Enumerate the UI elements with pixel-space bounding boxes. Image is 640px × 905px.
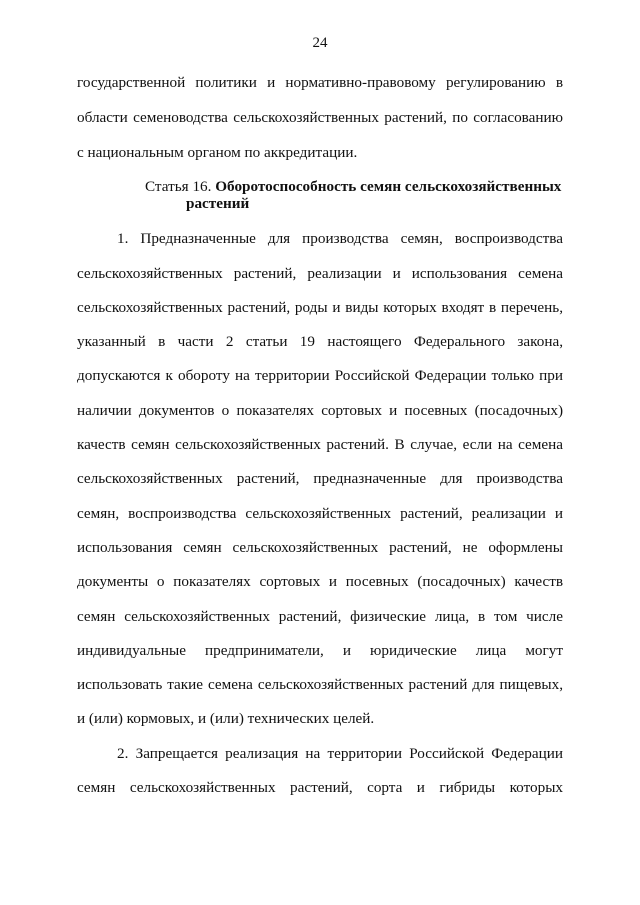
paragraph1-line: 1. Предназначенные для производства семян, воспроизводства — [117, 230, 563, 247]
paragraph1-line: указанный в части 2 статьи 19 настоящего Федерального закона, — [77, 333, 563, 350]
article-heading — [145, 178, 561, 196]
paragraph1-line: наличии документов о показателях сортовых и посевных (посадочных) — [77, 402, 563, 419]
paragraph1-line: семян, воспроизводства сельскохозяйственных растений, реализации и — [77, 505, 563, 522]
article-prefix: Статья 16. — [145, 178, 212, 195]
continuation-line: области семеноводства сельскохозяйственных растений, по согласованию — [77, 109, 563, 126]
paragraph1-line: сельскохозяйственных растений, предназначенные для производства — [77, 470, 563, 487]
paragraph1-line: документы о показателях сортовых и посевных (посадочных) качеств — [77, 573, 563, 590]
page-number: 24 — [312, 35, 328, 51]
article-title-line1: Оборотоспособность семян сельскохозяйственных — [215, 178, 562, 195]
continuation-line: государственной политики и нормативно-правовому регулированию в — [77, 74, 563, 91]
paragraph1-line: качеств семян сельскохозяйственных растений. В случае, если на семена — [77, 436, 563, 453]
paragraph1-line: сельскохозяйственных растений, роды и виды которых входят в перечень, — [77, 299, 563, 316]
paragraph2-line: семян сельскохозяйственных растений, сорта и гибриды которых — [77, 779, 563, 796]
paragraph1-line: сельскохозяйственных растений, реализации и использования семена — [77, 265, 563, 282]
article-title-line2: растений — [186, 195, 250, 212]
paragraph2-line: 2. Запрещается реализация на территории Российской Федерации — [117, 745, 563, 762]
paragraph1-line: допускаются к обороту на территории Российской Федерации только при — [77, 367, 563, 384]
paragraph1-line: и (или) кормовых, и (или) технических целей. — [77, 710, 375, 727]
paragraph1-line: использовать такие семена сельскохозяйственных растений для пищевых, — [77, 676, 563, 693]
continuation-line: с национальным органом по аккредитации. — [77, 144, 358, 161]
paragraph1-line: индивидуальные предприниматели, и юридические лица могут — [77, 642, 563, 659]
paragraph1-line: семян сельскохозяйственных растений, физические лица, в том числе — [77, 608, 563, 625]
paragraph1-line: использования семян сельскохозяйственных растений, не оформлены — [77, 539, 563, 556]
